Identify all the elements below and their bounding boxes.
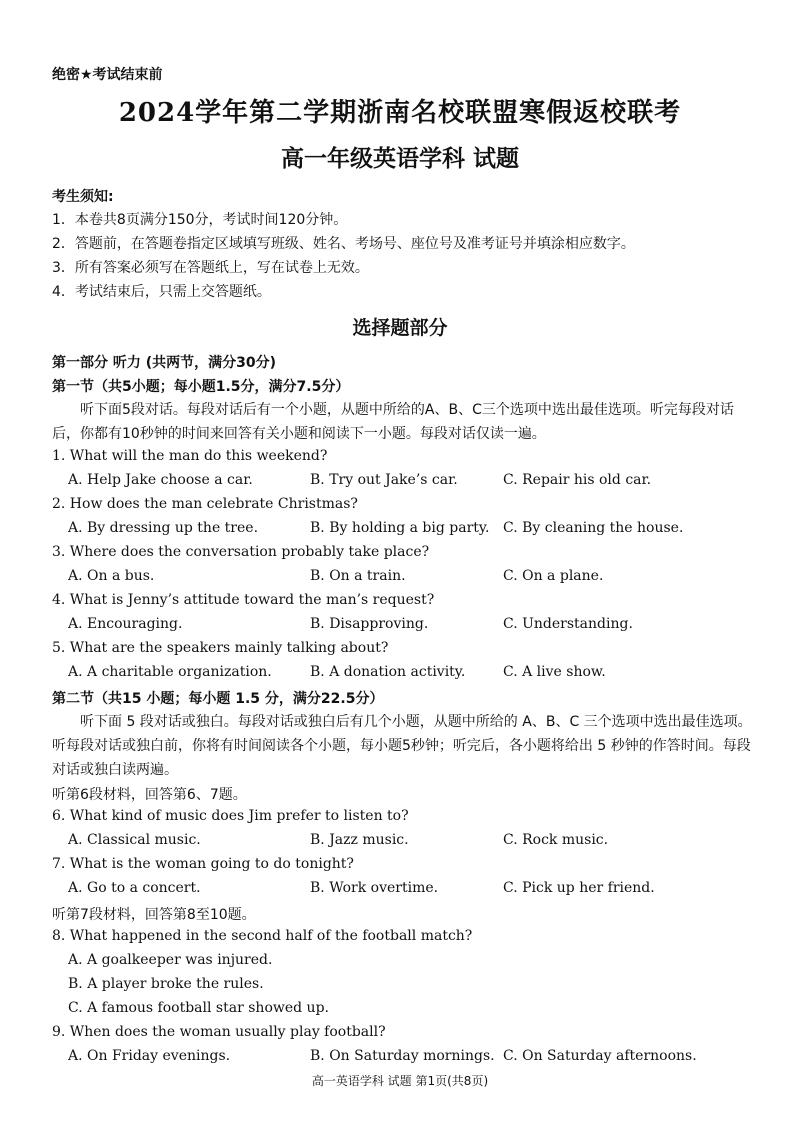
option-b: B. Work overtime. bbox=[310, 880, 439, 896]
notice-item: 4．考试结束后，只需上交答题纸。 bbox=[52, 284, 271, 300]
material-note: 听第6段材料，回答第6、7题。 bbox=[52, 787, 247, 803]
option-b: B. By holding a big party. bbox=[310, 520, 490, 536]
question-stem: 9. When does the woman usually play football? bbox=[52, 1024, 386, 1040]
option-c: C. A famous football star showed up. bbox=[68, 1000, 329, 1016]
exam-subtitle: 高一年级英语学科 试题 bbox=[280, 145, 519, 172]
option-b: B. Jazz music. bbox=[310, 832, 409, 848]
option-a: A. Classical music. bbox=[68, 832, 201, 848]
option-b: B. On Saturday mornings. bbox=[310, 1048, 495, 1064]
option-a: A. Help Jake choose a car. bbox=[68, 472, 253, 488]
option-b: B. On a train. bbox=[310, 568, 406, 584]
notice-heading: 考生须知: bbox=[52, 189, 114, 205]
question-stem: 8. What happened in the second half of the football match? bbox=[52, 928, 473, 944]
option-c: C. Understanding. bbox=[503, 616, 633, 632]
option-b: B. Try out Jake’s car. bbox=[310, 472, 458, 488]
option-c: C. Repair his old car. bbox=[503, 472, 652, 488]
option-c: C. Pick up her friend. bbox=[503, 880, 655, 896]
option-c: C. On a plane. bbox=[503, 568, 604, 584]
option-a: A. On a bus. bbox=[68, 568, 155, 584]
section2-instructions: 听下面 5 段对话或独白。每段对话或独白后有几个小题，从题中所给的 A、B、C 三个选项中选出最佳选项。听每段对话或独白前，你将有时间阅读各个小题，每小题5秒钟；听完后，各小题将给出 5 秒钟的作答时间。每段对话或独白读两遍。 bbox=[52, 714, 752, 778]
section-title: 选择题部分 bbox=[352, 317, 448, 339]
question-stem: 1. What will the man do this weekend? bbox=[52, 448, 328, 464]
question-stem: 5. What are the speakers mainly talking about? bbox=[52, 640, 389, 656]
option-a: A. Encouraging. bbox=[68, 616, 183, 632]
option-a: A. By dressing up the tree. bbox=[68, 520, 259, 536]
section1-heading: 第一节（共5小题；每小题1.5分，满分7.5分） bbox=[52, 379, 350, 395]
option-a: A. Go to a concert. bbox=[68, 880, 201, 896]
section1-instructions: 听下面5段对话。每段对话后有一个小题，从题中所给的A、B、C三个选项中选出最佳选项。听完每段对话后，你都有10秒钟的时间来回答有关小题和阅读下一小题。每段对话仅读一遍。 bbox=[52, 402, 734, 442]
option-c: C. On Saturday afternoons. bbox=[503, 1048, 697, 1064]
section2-heading: 第二节（共15 小题；每小题 1.5 分，满分22.5分） bbox=[52, 691, 384, 707]
option-c: C. A live show. bbox=[503, 664, 606, 680]
option-b: B. A player broke the rules. bbox=[68, 976, 264, 992]
question-stem: 7. What is the woman going to do tonight? bbox=[52, 856, 354, 872]
option-b: B. Disapproving. bbox=[310, 616, 429, 632]
question-stem: 4. What is Jenny’s attitude toward the man’s request? bbox=[52, 592, 435, 608]
notice-item: 1．本卷共8页满分150分，考试时间120分钟。 bbox=[52, 212, 348, 228]
option-b: B. A donation activity. bbox=[310, 664, 466, 680]
notice-item: 2．答题前，在答题卷指定区域填写班级、姓名、考场号、座位号及准考证号并填涂相应数字。 bbox=[52, 236, 635, 252]
material-note: 听第7段材料，回答第8至10题。 bbox=[52, 907, 256, 923]
option-c: C. Rock music. bbox=[503, 832, 609, 848]
notice-item: 3．所有答案必须写在答题纸上，写在试卷上无效。 bbox=[52, 260, 369, 276]
part1-heading: 第一部分 听力 (共两节，满分30分) bbox=[52, 355, 277, 371]
option-a: A. A charitable organization. bbox=[68, 664, 272, 680]
question-stem: 6. What kind of music does Jim prefer to listen to? bbox=[52, 808, 409, 824]
question-stem: 2. How does the man celebrate Christmas? bbox=[52, 496, 358, 512]
option-c: C. By cleaning the house. bbox=[503, 520, 684, 536]
option-a: A. On Friday evenings. bbox=[68, 1048, 231, 1064]
confidential-label: 绝密★考试结束前 bbox=[52, 67, 163, 83]
question-stem: 3. Where does the conversation probably take place? bbox=[52, 544, 430, 560]
exam-title: 2024学年第二学期浙南名校联盟寒假返校联考 bbox=[118, 98, 682, 128]
page-footer: 高一英语学科 试题 第1页(共8页) bbox=[311, 1074, 489, 1088]
option-a: A. A goalkeeper was injured. bbox=[68, 952, 273, 968]
